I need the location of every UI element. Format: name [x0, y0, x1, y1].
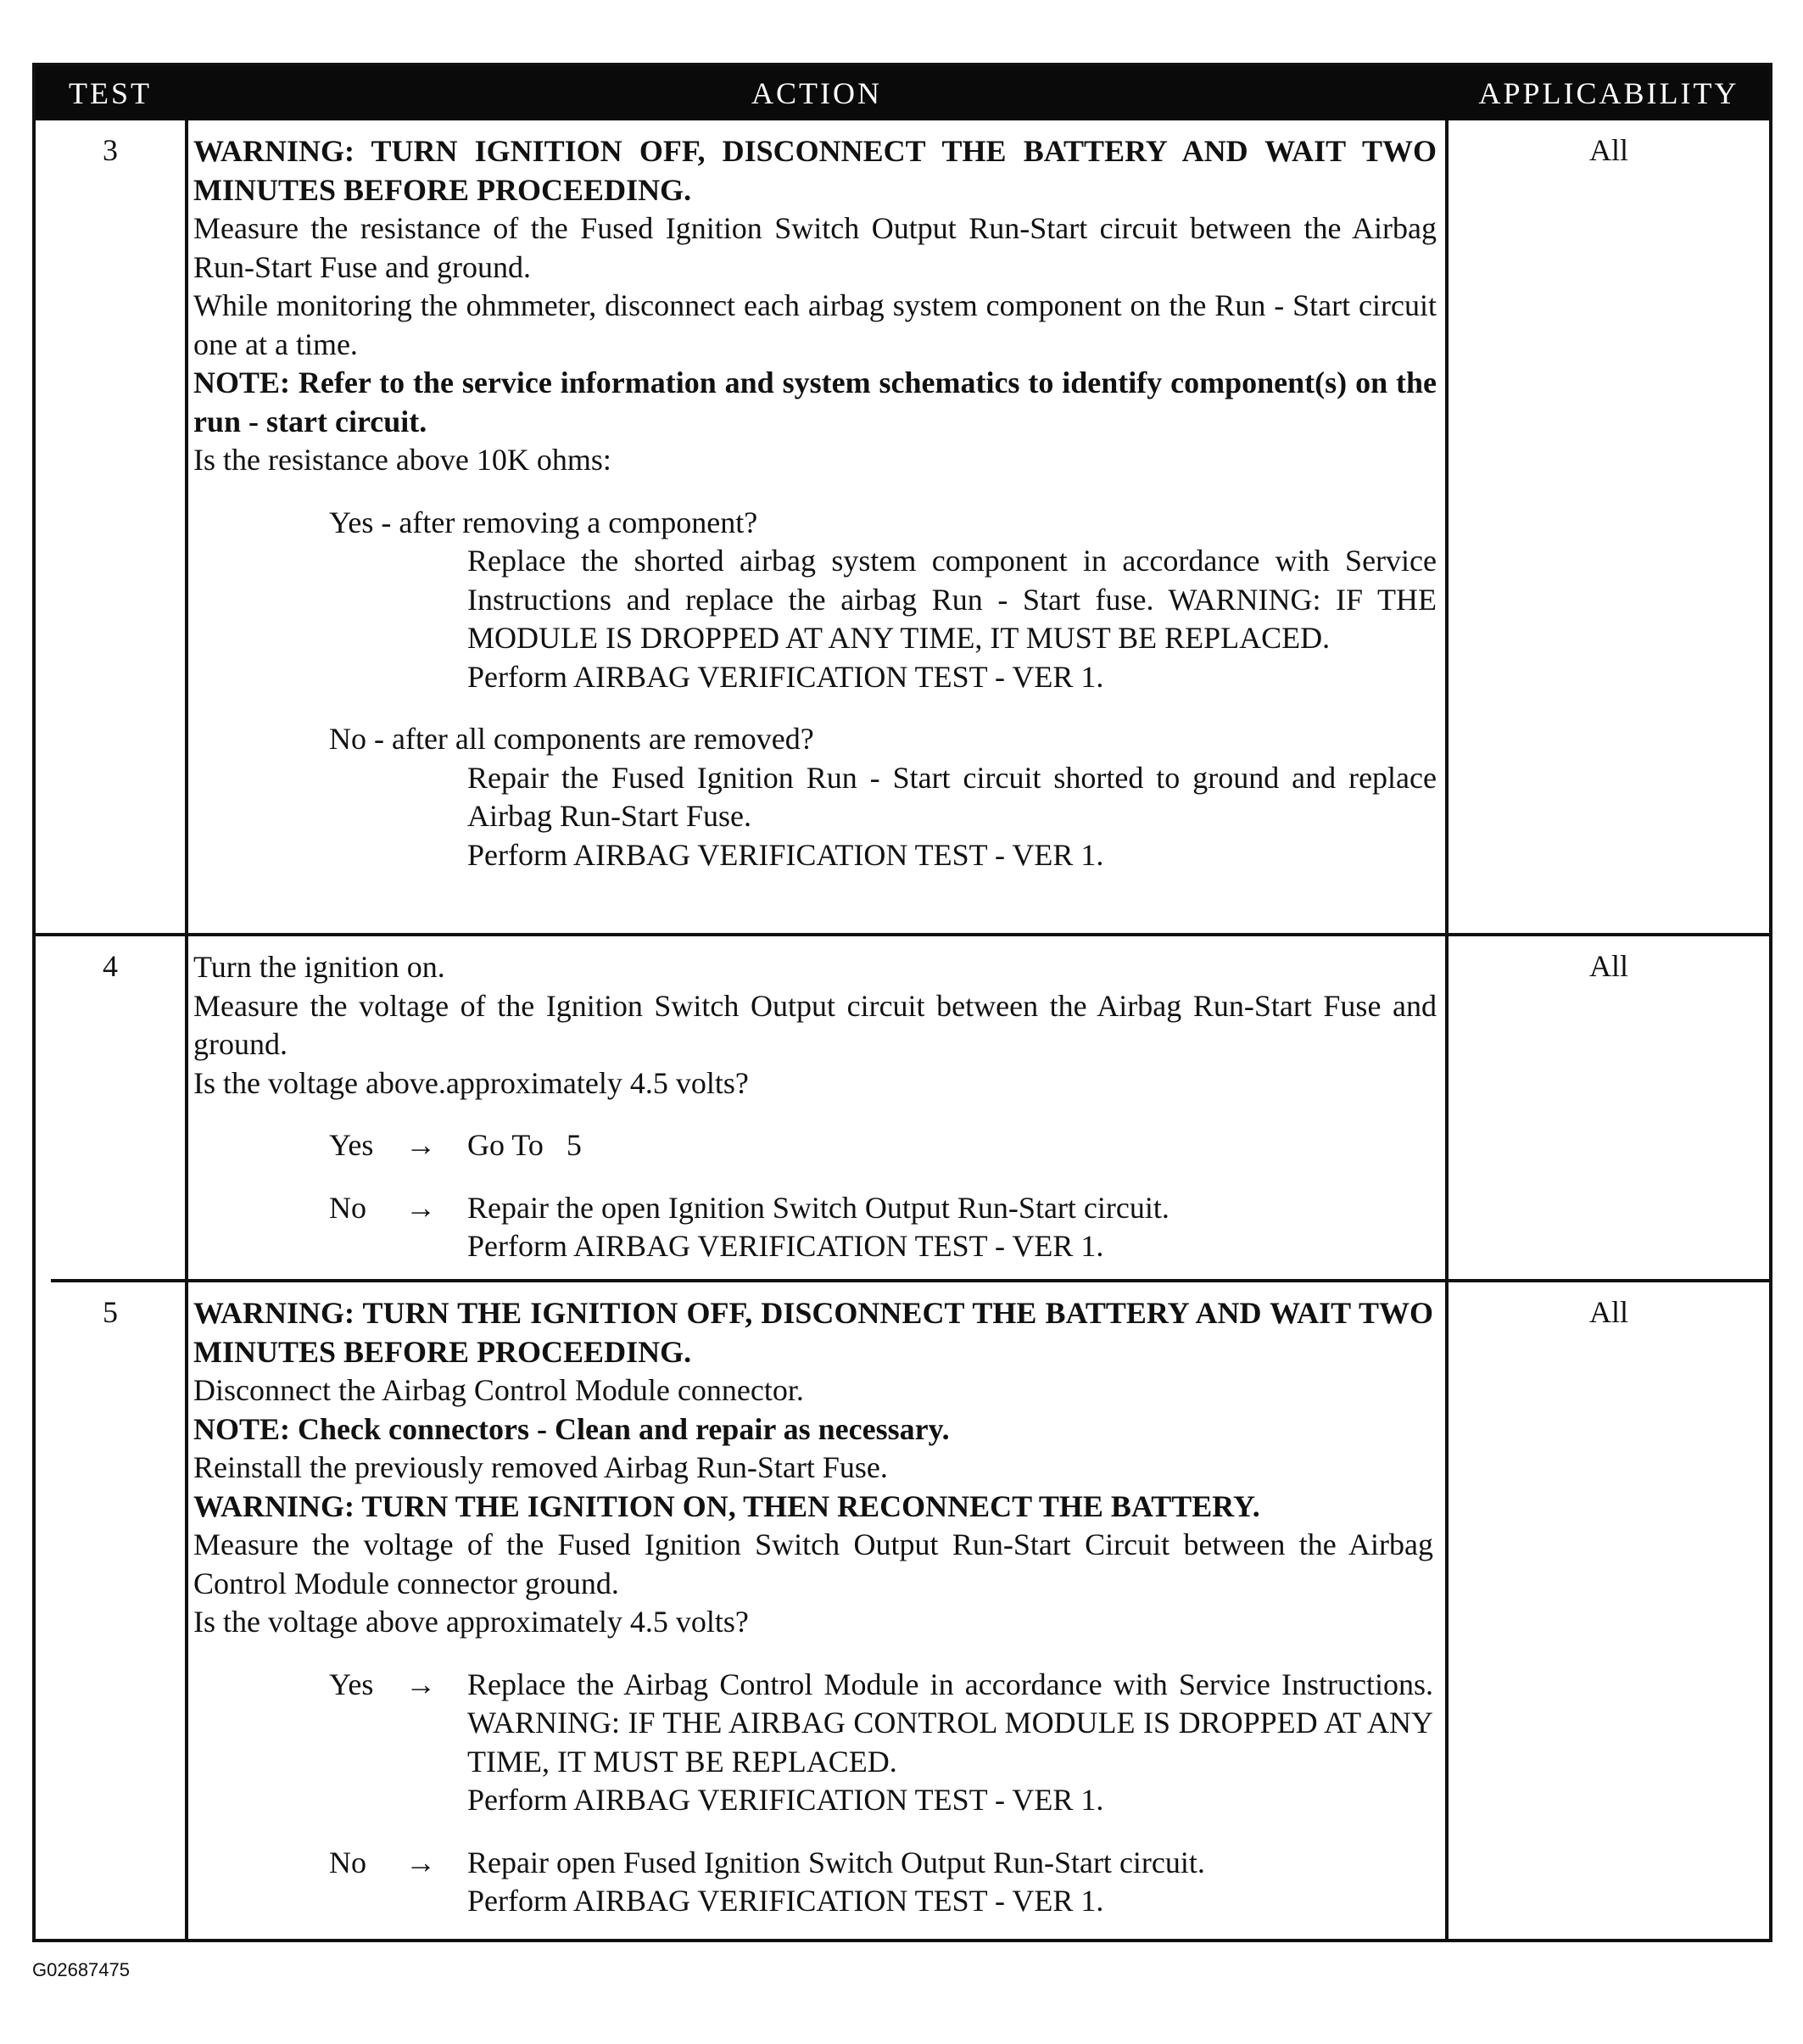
action-cell: [193, 948, 1437, 1266]
verification-step: Perform AIRBAG VERIFICATION TEST - VER 1.: [467, 1229, 1104, 1263]
no-label: No: [329, 1190, 366, 1225]
test-number: 3: [103, 133, 118, 167]
yes-action: Go To 5: [467, 1128, 582, 1162]
step-text: Turn the ignition on.: [193, 950, 445, 984]
warning-text: WARNING: TURN THE IGNITION ON, THEN RECONNECT THE BATTERY.: [193, 1488, 1260, 1523]
arrow-right-icon: →: [405, 1667, 436, 1701]
applicability-value: All: [1588, 1295, 1628, 1329]
applicability-value: All: [1588, 949, 1628, 983]
yes-condition: Yes - after removing a component?: [329, 505, 758, 539]
verification-step: Perform AIRBAG VERIFICATION TEST - VER 1.: [467, 837, 1104, 872]
no-condition: No - after all components are removed?: [329, 722, 814, 756]
header-test: TEST: [69, 76, 152, 110]
arrow-right-icon: →: [405, 1128, 436, 1162]
step-text: Measure the resistance of the Fused Ignition Switch Output Run-Start circuit between the Airbag Run-Start Fuse and ground.: [193, 211, 1437, 284]
yes-label: Yes: [329, 1128, 374, 1162]
step-text: While monitoring the ohmmeter, disconnect each airbag system component on the Run - Start circuit one at a time.: [193, 288, 1437, 361]
question-text: Is the voltage above.approximately 4.5 volts?: [193, 1065, 749, 1100]
arrow-right-icon: →: [405, 1845, 436, 1879]
action-cell: [193, 1294, 1433, 1921]
row-divider: [51, 1279, 1769, 1282]
column-divider: [1445, 120, 1449, 1939]
applicability-value: All: [1588, 133, 1628, 167]
yes-answer: [329, 1666, 1433, 1820]
yes-action-block: [467, 1666, 1433, 1820]
no-action-block: [467, 1189, 1437, 1266]
verification-step: Perform AIRBAG VERIFICATION TEST - VER 1.: [467, 1783, 1104, 1817]
step-text: Measure the voltage of the Fused Ignition Switch Output Run-Start Circuit between the Airbag Control Module connector ground.: [193, 1527, 1433, 1600]
no-answer: [329, 1844, 1433, 1921]
no-action: Repair open Fused Ignition Switch Output Run-Start circuit.: [467, 1845, 1205, 1879]
verification-step: Perform AIRBAG VERIFICATION TEST - VER 1.: [467, 1884, 1104, 1918]
step-text: Reinstall the previously removed Airbag Run-Start Fuse.: [193, 1450, 888, 1484]
warning-text: WARNING: TURN IGNITION OFF, DISCONNECT THE BATTERY AND WAIT TWO MINUTES BEFORE PROCEEDING.: [193, 134, 1437, 207]
verification-step: Perform AIRBAG VERIFICATION TEST - VER 1.: [467, 659, 1104, 694]
test-number: 5: [103, 1295, 118, 1329]
note-text: NOTE: Check connectors - Clean and repair as necessary.: [193, 1411, 950, 1446]
no-action: Repair the Fused Ignition Run - Start circuit shorted to ground and replace Airbag Run-Start Fuse.: [467, 760, 1437, 833]
yes-action: Replace the Airbag Control Module in accordance with Service Instructions. WARNING: IF THE AIRBAG CONTROL MODULE IS DROPPED AT ANY TIME, IT MUST BE REPLACED.: [467, 1667, 1433, 1779]
diagnostic-table: [32, 63, 1772, 1942]
table-header: [36, 66, 1769, 120]
row-divider: [36, 933, 1769, 936]
step-text: Disconnect the Airbag Control Module connector.: [193, 1373, 804, 1407]
question-text: Is the resistance above 10K ohms:: [193, 443, 611, 477]
test-number: 4: [103, 949, 118, 983]
arrow-right-icon: →: [405, 1190, 436, 1225]
yes-label: Yes: [329, 1667, 374, 1701]
no-answer: [329, 1189, 1437, 1266]
yes-action: Replace the shorted airbag system component in accordance with Service Instructions and replace the airbag Run - Start fuse. WARNING: IF THE MODULE IS DROPPED AT ANY TIME, IT MUST BE REPLACED.: [467, 544, 1437, 655]
no-action-block: [467, 1844, 1433, 1921]
no-action: Repair the open Ignition Switch Output Run-Start circuit.: [467, 1190, 1169, 1225]
column-divider: [185, 120, 188, 1939]
figure-id: G02687475: [32, 1959, 130, 1980]
step-text: Measure the voltage of the Ignition Switch Output circuit between the Airbag Run-Start Fuse and ground.: [193, 988, 1437, 1061]
header-applicability: APPLICABILITY: [1478, 76, 1739, 110]
question-text: Is the voltage above approximately 4.5 volts?: [193, 1605, 749, 1639]
header-action: ACTION: [751, 76, 882, 110]
warning-text: WARNING: TURN THE IGNITION OFF, DISCONNECT THE BATTERY AND WAIT TWO MINUTES BEFORE PROCEEDING.: [193, 1296, 1433, 1369]
note-text: NOTE: Refer to the service information and system schematics to identify component(s) on the run - start circuit.: [193, 366, 1437, 438]
yes-answer: [329, 1126, 1437, 1165]
action-cell: [193, 132, 1437, 874]
no-label: No: [329, 1845, 366, 1879]
